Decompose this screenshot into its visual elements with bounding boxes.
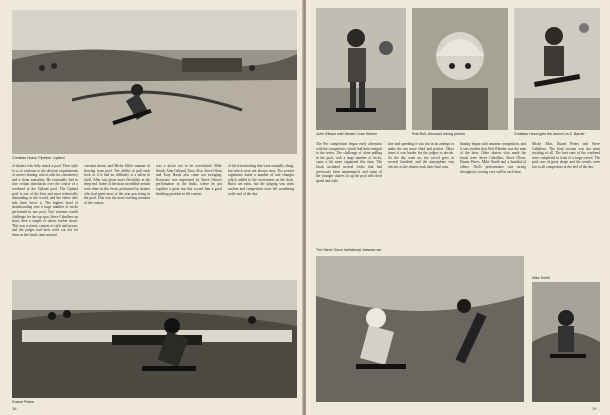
skater-standing-photo bbox=[316, 8, 406, 130]
photo-john bbox=[316, 8, 406, 130]
photo-rob bbox=[412, 8, 508, 130]
caption-olson: The Steve Olson Invitational, balance act bbox=[316, 248, 382, 252]
skater-vertical-photo bbox=[532, 282, 600, 402]
bottom-left-photo bbox=[12, 280, 297, 398]
folio-left: 16 bbox=[12, 406, 17, 411]
photo-olson bbox=[316, 256, 524, 402]
caption-top-left: Christian Hosoi, Pipeline, Upland bbox=[12, 156, 65, 160]
folio-right: 19 bbox=[592, 406, 597, 411]
text-column-2: constant threat, and Micke Alba's manner of flowing from pool. The ability to pull each trick as if it had no difficulty is a talent in itself. Alba was given more flexibility at the deep end. Some of the most incredible aerials were done in this event, performed by skaters who had spent most of the year practicing in the pool. This was the most exciting moment of the contest. bbox=[84, 164, 150, 205]
caption-smith: Mike Smith bbox=[532, 276, 550, 280]
caption-rob: Rob Roll, Arizona's wrong person bbox=[412, 132, 466, 136]
skater-helmet-photo bbox=[412, 8, 508, 130]
text-column-3: was a factor not to be overlooked. Mike Smith, Alan Gelfand, Tony Alva, Steve Olson and Tony Hawk also came out swinging. Everyone was impressed by Steve Olson's performance in the finals, where he put together a great run that scored him a good finishing position in the contest. bbox=[156, 164, 222, 196]
right-page bbox=[306, 0, 610, 415]
caption-john: John Gibson with Hester Cone Slalom bbox=[316, 132, 377, 136]
text-column-4: of the freewheeling that went naturally along, but which were not always easy. The contest organizers made a number of rule changes which added to the excitement on the deck. Rules are rules, but the judging was often unclear and competitors were left wondering at the end of the day. bbox=[228, 164, 294, 196]
right-text-column-2: fore and speeding it was run in an attempt to make the run more fluid and perfect. Other times it was harder for the judges to decide. As the day went on, the crowd grew to several hundred, and the atmosphere was electric as the skaters took their final runs. bbox=[388, 142, 454, 169]
photo-christian bbox=[514, 8, 600, 130]
right-text-column-1: The Pro competition began early afternoon with the competitors, which had been integral to the series. The challenge of clean pulling in the pool, with a large number of tricks, came a bit more organized this time. The finals included several tricks that had previously been unattempted, and some of the younger skaters lit up the pool with their speed and style. bbox=[316, 142, 382, 183]
caption-bottom-left: Duane Peters bbox=[12, 400, 34, 404]
caption-christian: Christian Hosoi gets the launch on Z. Barrier bbox=[514, 132, 585, 136]
text-column-1: of skaters who fully attack a pool. Their style is so to conform to the obvious requirements of correct skating, which calls for consistency and a clean transition. He eventually had to face certain drawbacks over the course of a weekend at the Upland pool. The Upland pool is one of the best and most technically demanding in the world, and the riders who ride there know it. The highest level of skateboarding sees a huge number of tricks performed in one pool. Two veterans would challenge for the top spot: Steve Caballero up front, then a couple of others further down. This was a classic contest of style and power, and the judges had their work cut out for them as the finals came around. bbox=[12, 164, 78, 237]
left-page bbox=[0, 0, 303, 415]
pool-coping-photo bbox=[12, 280, 297, 398]
top-left-photo bbox=[12, 10, 297, 154]
skater-jump-photo bbox=[514, 8, 600, 130]
right-text-column-3: Sunday began with amateur competition, and it was evident that Neil Blender was the man of the hour. Other skaters who made the finals were Steve Caballero, Steve Olson, Duane Peters, Mike Smith and a handful of others. Neil's performance was strong throughout, scoring very well in each heat. bbox=[460, 142, 526, 174]
pool-skater-photo bbox=[12, 10, 297, 154]
photo-smith bbox=[532, 282, 600, 402]
right-text-column-4: Micke Alba, Duane Peters and Steve Caballero. The final session was the most exciting of all. The best runs of the weekend were completed in front of a large crowd. The pool was in great shape and the results were fair to all competitors at the end of the day. bbox=[532, 142, 600, 169]
pool-balance-photo bbox=[316, 256, 524, 402]
